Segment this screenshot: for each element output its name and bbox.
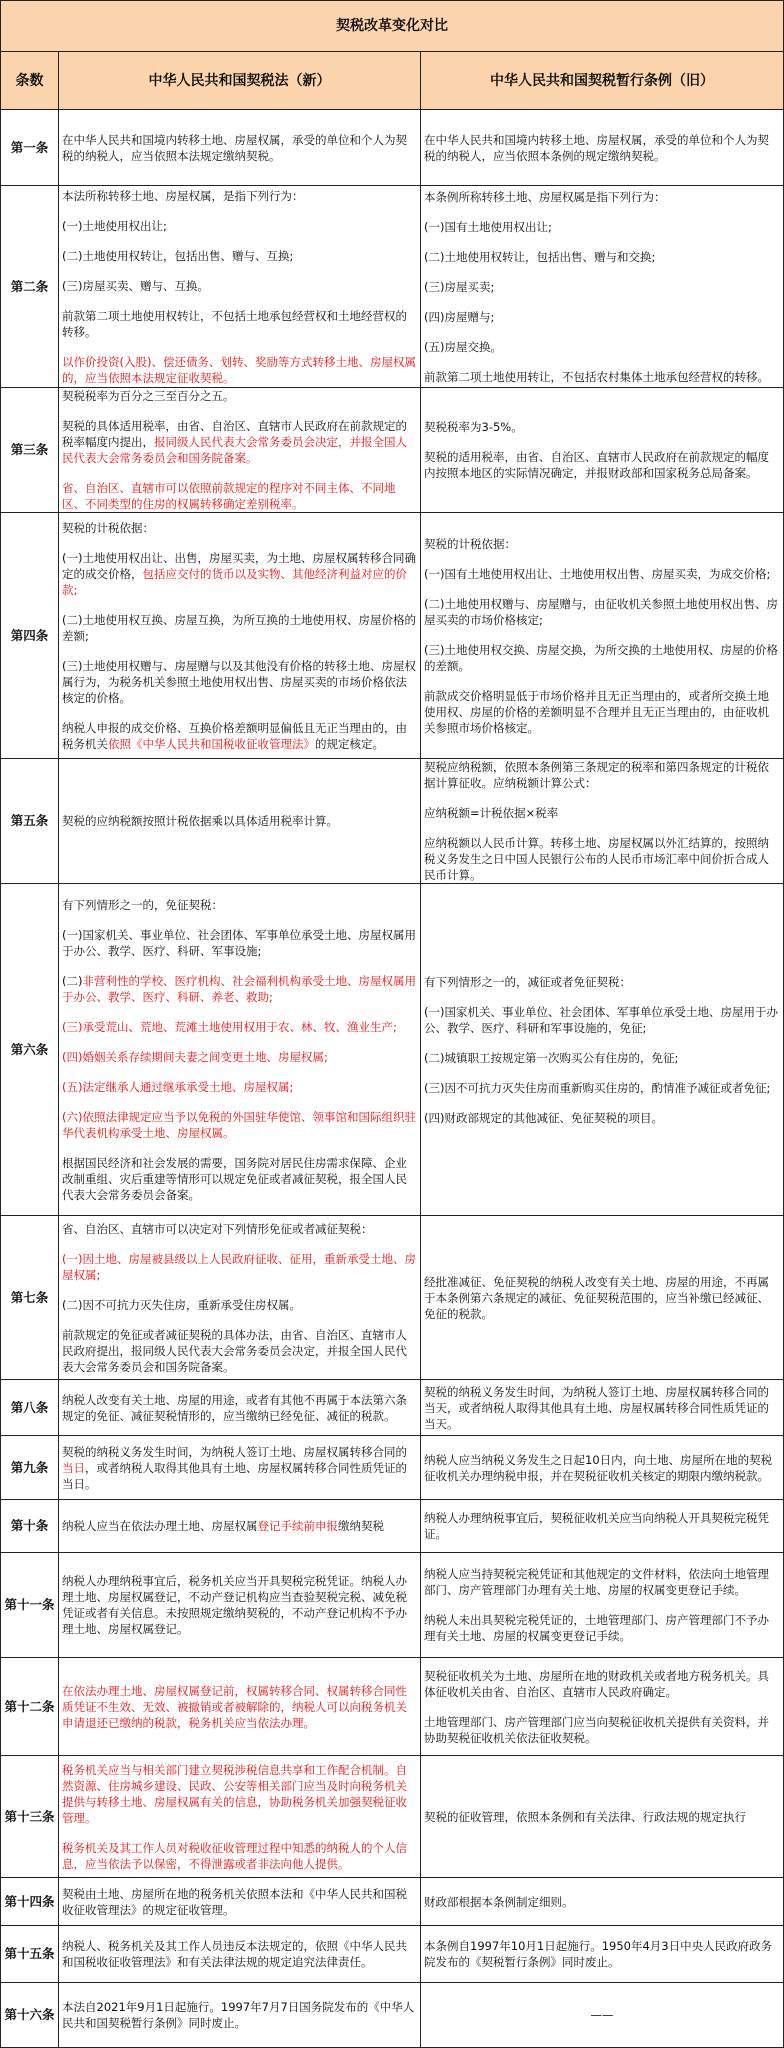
paragraph	[424, 419, 780, 435]
text: (一)国有土地使用权出让、土地使用权出售、房屋买卖，为成交价格;	[424, 566, 771, 581]
paragraph	[62, 1999, 417, 2031]
paragraph	[62, 1155, 417, 1203]
text: 契税由土地、房屋所在地的税务机关依照本法和《中华人民共和国税收征收管理法》的规定征收管理。	[62, 1886, 407, 1917]
text: 纳税人改变有关土地、房屋的用途，或者有其他不再属于本法第六条规定的免征、减征契税情形的，应当缴纳已经免征、减征的税款。	[62, 1392, 407, 1423]
text: (二)土地使用权互换、房屋互换，为所互换的土地使用权、房屋价格的差额;	[62, 612, 416, 643]
paragraph	[424, 1714, 780, 1746]
paragraph	[62, 550, 417, 598]
new-law-cell	[59, 1380, 421, 1436]
changed-text: 包括应交付的货币以及实物、其他经济利益对应的价款;	[62, 566, 407, 597]
paragraph	[424, 132, 780, 164]
paragraph	[62, 927, 417, 959]
header-row	[1, 52, 784, 110]
text: 前款成交价格明显低于市场价格并且无正当理由的，或者所交换土地使用权、房屋的价格的差额明显不合理并且无正当理由的，由征收机关参照市场价格核定。	[424, 688, 769, 735]
new-law-cell	[59, 1500, 421, 1553]
table-title: 契税改革变化对比	[1, 1, 784, 52]
paragraph	[62, 480, 417, 512]
article-number: 第十六条	[1, 1983, 59, 2048]
paragraph	[424, 1938, 780, 1970]
text: (五)房屋交换。	[424, 339, 502, 354]
paragraph	[62, 1327, 417, 1375]
table-row	[1, 1658, 784, 1756]
text: 纳税人应当在依法办理土地、房屋权属	[62, 1519, 258, 1533]
paragraph	[424, 339, 780, 355]
new-law-cell	[59, 186, 421, 388]
paragraph	[424, 1452, 780, 1484]
changed-text: 在依法办理土地、房屋权属登记前，权属转移合同、权属转移合同性质凭证不生效、无效、被撤销或者被解除的，纳税人可以向税务机关申请退还已缴纳的税款，税务机关应当依法办理。	[62, 1683, 407, 1730]
article-number: 第六条	[1, 884, 59, 1216]
changed-text: 依照《中华人民共和国税收征收管理法》	[108, 736, 315, 751]
article-number: 第十三条	[1, 1756, 59, 1878]
paragraph	[62, 132, 417, 164]
text: ，或者纳税人取得其他具有土地、房屋权属转移合同性质凭证的当日。	[62, 1460, 407, 1491]
paragraph	[62, 1762, 417, 1826]
paragraph	[62, 813, 417, 829]
text: (三)土地使用权赠与、房屋赠与以及其他没有价格的转移土地、房屋权属行为，为税务机关参照土地使用权出售、房屋买卖的市场价格依法核定的价格。	[62, 658, 416, 705]
text: (一)土地使用权出让、出售，房屋买卖，为土地、房屋权属转移合同确定的成交价格，	[62, 550, 416, 581]
new-law-cell	[59, 513, 421, 759]
text: 纳税人办理纳税事宜后，税务机关应当开具契税完税凭证。纳税人办理土地、房屋权属登记，不动产登记机构应当查验契税完税、减免税凭证或者有关信息。未按照规定缴纳契税的，不动产登记机构不予办理土地、房屋权属登记。	[62, 1574, 407, 1636]
text: 本条例自1997年10月1日起施行。1950年4月3日中央人民政府政务院发布的《契税暂行条例》同时废止。	[424, 1939, 773, 1969]
text: 财政部根据本条例制定细则。	[424, 1894, 574, 1909]
text: (一)土地使用权出让;	[62, 218, 167, 233]
changed-text: 税务机关及其工作人员对税收征收管理过程中知悉的纳税人的个人信息，应当依法予以保密，不得泄露或者非法向他人提供。	[62, 1840, 407, 1871]
text: (三)房屋买卖;	[424, 279, 495, 294]
text: (一)国家机关、事业单位、社会团体、军事单位承受土地、房屋权属用于办公、教学、医疗、科研、军事设施;	[62, 927, 416, 958]
paragraph	[424, 1510, 780, 1542]
paragraph	[424, 279, 780, 295]
paragraph	[424, 1004, 780, 1036]
table-row	[1, 1553, 784, 1658]
article-number: 第八条	[1, 1380, 59, 1436]
paragraph	[424, 1080, 780, 1096]
paragraph	[62, 720, 417, 752]
paragraph	[424, 1668, 780, 1700]
changed-text: (一)因土地、房屋被县级以上人民政府征收、征用，重新承受土地、房屋权属;	[62, 1251, 416, 1282]
changed-text: (六)依照法律规定应当予以免税的外国驻华使馆、领事馆和国际组织驻华代表机构承受土地、房屋权属。	[62, 1109, 416, 1140]
old-regulation-cell	[421, 1500, 784, 1553]
old-regulation-cell	[421, 110, 784, 186]
old-regulation-cell	[421, 1658, 784, 1756]
changed-text: 报同级人民代表大会常务委员会决定，并报全国人民代表大会常务委员会和国务院备案。	[62, 435, 407, 465]
article-number: 第十条	[1, 1500, 59, 1553]
paragraph	[424, 1384, 780, 1432]
header-new-law: 中华人民共和国契税法（新）	[59, 52, 421, 110]
paragraph	[62, 520, 417, 536]
old-regulation-cell	[421, 1216, 784, 1380]
old-regulation-cell	[421, 884, 784, 1216]
paragraph	[62, 388, 417, 404]
paragraph	[424, 309, 780, 325]
text: 省、自治区、直辖市可以决定对下列情形免征或者减征契税：	[62, 1221, 373, 1236]
paragraph	[62, 1683, 417, 1731]
article-number: 第五条	[1, 759, 59, 884]
text: 有下列情形之一的，减征或者免征契税：	[424, 974, 631, 989]
text: 契税的应纳税额按照计税依据乘以具体适用税率计算。	[62, 814, 338, 828]
paragraph	[62, 612, 417, 644]
paragraph	[62, 1079, 417, 1095]
new-law-cell	[59, 1658, 421, 1756]
table-row	[1, 513, 784, 759]
text: 在中华人民共和国境内转移土地、房屋权属，承受的单位和个人为契税的纳税人，应当依照本法规定缴纳契税。	[62, 132, 407, 163]
article-number: 第十四条	[1, 1878, 59, 1926]
text: 土地管理部门、房产管理部门应当向契税征收机关提供有关资料，并协助契税征收机关依法征收契税。	[424, 1714, 769, 1745]
old-regulation-cell	[421, 513, 784, 759]
text: 契税税率为百分之三至百分之五。	[62, 389, 235, 403]
old-regulation-cell	[421, 1878, 784, 1926]
changed-text: (三)承受荒山、荒地、荒滩土地使用权用于农、林、牧、渔业生产;	[62, 1019, 397, 1034]
paragraph	[424, 449, 780, 481]
text: 根据国民经济和社会发展的需要，国务院对居民住房需求保障、企业改制重组、灾后重建等情形可以规定免征或者减征契税，报全国人民代表大会常务委员会备案。	[62, 1155, 407, 1202]
paragraph	[424, 1809, 780, 1825]
paragraph	[424, 974, 780, 990]
paragraph	[62, 897, 417, 913]
article-number: 第十五条	[1, 1926, 59, 1983]
text: 本法所称转移土地、房屋权属，是指下列行为：	[62, 188, 304, 203]
table-row	[1, 1926, 784, 1983]
text: (三)土地使用权交换、房屋交换，为所交换的土地使用权、房屋的价格的差额。	[424, 642, 778, 673]
table-row	[1, 884, 784, 1216]
text: 契税应纳税额，依照本条例第三条规定的税率和第四条规定的计税依据计算征收。应纳税额计算公式：	[424, 760, 769, 790]
text: (四)房屋赠与;	[424, 309, 495, 324]
new-law-cell	[59, 884, 421, 1216]
text: 契税的计税依据：	[62, 520, 154, 535]
text: 在中华人民共和国境内转移土地、房屋权属，承受的单位和个人为契税的纳税人，应当依照本条例的规定缴纳契税。	[424, 132, 769, 163]
paragraph	[424, 805, 780, 821]
paragraph	[62, 188, 417, 204]
new-law-cell	[59, 110, 421, 186]
new-law-cell	[59, 1216, 421, 1380]
new-law-cell	[59, 1436, 421, 1500]
paragraph	[424, 189, 780, 205]
text: (一)国家机关、事业单位、社会团体、军事单位承受土地、房屋用于办公、教学、医疗、科研和军事设施的，免征;	[424, 1004, 778, 1035]
old-regulation-cell	[421, 1553, 784, 1658]
text: (二)	[62, 973, 83, 988]
paragraph	[424, 536, 780, 552]
text: 契税的具体适用税率，由省、自治区、直辖市人民政府在前款规定的税率幅度内提出，	[62, 419, 407, 449]
table-row	[1, 110, 784, 186]
paragraph	[424, 1894, 780, 1910]
text: (一)国有土地使用权出让;	[424, 219, 552, 234]
text: (三)房屋买卖、赠与、互换。	[62, 278, 209, 293]
paragraph	[424, 249, 780, 265]
old-regulation-cell	[421, 1380, 784, 1436]
text: (二)土地使用权赠与、房屋赠与，由征收机关参照土地使用权出售、房屋买卖的市场价格核定;	[424, 596, 778, 627]
paragraph	[62, 1049, 417, 1065]
paragraph	[424, 219, 780, 235]
header-old-regulation: 中华人民共和国契税暂行条例（旧）	[421, 52, 784, 110]
paragraph	[424, 1050, 780, 1066]
old-regulation-cell	[421, 186, 784, 388]
paragraph	[62, 1518, 417, 1534]
text: 纳税人办理纳税事宜后，契税征收机关应当向纳税人开具契税完税凭证。	[424, 1511, 769, 1541]
article-number: 第四条	[1, 513, 59, 759]
text: 纳税人应当持契税完税凭证和其他规定的文件材料，依法向土地管理部门、房产管理部门办理有关土地、房屋的权属变更登记手续。	[424, 1567, 769, 1597]
paragraph	[424, 1274, 780, 1322]
article-number: 第十二条	[1, 1658, 59, 1756]
paragraph	[62, 1840, 417, 1872]
paragraph	[62, 973, 417, 1005]
header-article: 条数	[1, 52, 59, 110]
text: 经批准减征、免征契税的纳税人改变有关土地、房屋的用途，不再属于本条例第六条规定的减征、免征契税范围的，应当补缴已经减征、免征的税款。	[424, 1274, 769, 1321]
paragraph	[62, 1221, 417, 1237]
text: (二)城镇职工按规定第一次购买公有住房的，免征;	[424, 1050, 679, 1065]
new-law-cell	[59, 1756, 421, 1878]
article-number: 第九条	[1, 1436, 59, 1500]
table-row	[1, 1878, 784, 1926]
changed-text: 以作价投资(入股)、偿还债务、划转、奖励等方式转移土地、房屋权属的，应当依照本法规定征收契税。	[62, 354, 416, 385]
paragraph	[424, 759, 780, 791]
changed-text: 省、自治区、直辖市可以依照前款规定的程序对不同主体、不同地区、不同类型的住房的权属转移确定差别税率。	[62, 481, 396, 511]
text: 契税的征收管理，依照本条例和有关法律、行政法规的规定执行	[424, 1809, 746, 1824]
changed-text: 非营利性的学校、医疗机构、社会福利机构承受土地、房屋权属用于办公、教学、医疗、科研、养老、救助;	[62, 973, 416, 1004]
paragraph	[424, 835, 780, 883]
text: 应纳税额以人民币计算。转移土地、房屋权属以外汇结算的，按照纳税义务发生之日中国人民银行公布的人民币市场汇率中间价折合成人民币计算。	[424, 836, 769, 882]
text: 契税税率为3-5%。	[424, 420, 523, 434]
paragraph	[62, 1392, 417, 1424]
table-row	[1, 1756, 784, 1878]
paragraph	[424, 1612, 780, 1644]
text: 契税征收机关为土地、房屋所在地的财政机关或者地方税务机关。具体征收机关由省、自治区、直辖市人民政府确定。	[424, 1668, 769, 1699]
paragraph	[424, 2007, 780, 2023]
table-row	[1, 1436, 784, 1500]
paragraph	[424, 1110, 780, 1126]
text: 有下列情形之一的，免征契税：	[62, 897, 223, 912]
text: 契税的纳税义务发生时间，为纳税人签订土地、房屋权属转移合同的当天，或者纳税人取得其他具有土地、房屋权属转移合同性质凭证的当天。	[424, 1384, 769, 1431]
text: 契税的纳税义务发生时间，为纳税人签订土地、房屋权属转移合同的	[62, 1444, 407, 1459]
old-regulation-cell	[421, 759, 784, 884]
new-law-cell	[59, 388, 421, 513]
old-regulation-cell	[421, 1983, 784, 2048]
old-regulation-cell	[421, 388, 784, 513]
new-law-cell	[59, 1983, 421, 2048]
old-regulation-cell	[421, 1926, 784, 1983]
paragraph	[62, 218, 417, 234]
text: (二)土地使用权转让，包括出售、赠与和交换;	[424, 249, 656, 264]
text: 的规定核定。	[315, 736, 384, 751]
changed-text: 当日	[62, 1460, 85, 1475]
paragraph	[62, 1573, 417, 1637]
paragraph	[62, 658, 417, 706]
text: 缴纳契税	[338, 1519, 384, 1533]
paragraph	[62, 1251, 417, 1283]
article-number: 第一条	[1, 110, 59, 186]
text: 纳税人申报的成交价格、互换价格差额明显偏低且无正当理由的，由税务机关	[62, 720, 407, 751]
paragraph	[62, 354, 417, 386]
changed-text: 税务机关应当与相关部门建立契税涉税信息共享和工作配合机制。自然资源、住房城乡建设、民政、公安等相关部门应当及时向税务机关提供与转移土地、房屋权属有关的信息，协助税务机关加强契税征收管理。	[62, 1762, 407, 1825]
article-number: 第三条	[1, 388, 59, 513]
text: 纳税人应当纳税义务发生之日起10日内，向土地、房屋所在地的契税征收机关办理纳税申报，并在契税征收机关核定的期限内缴纳税款。	[424, 1452, 773, 1483]
new-law-cell	[59, 759, 421, 884]
text: ——	[590, 2008, 614, 2022]
table-row	[1, 186, 784, 388]
article-number: 第二条	[1, 186, 59, 388]
text: 契税的适用税率，由省、自治区、直辖市人民政府在前款规定的幅度内按照本地区的实际情况确定，并报财政部和国家税务总局备案。	[424, 450, 769, 480]
changed-text: 登记手续前申报	[257, 1519, 338, 1533]
paragraph	[424, 642, 780, 674]
old-regulation-cell	[421, 1436, 784, 1500]
new-law-cell	[59, 1878, 421, 1926]
paragraph	[424, 688, 780, 736]
text: 契税的计税依据：	[424, 536, 516, 551]
paragraph	[62, 278, 417, 294]
changed-text: (五)法定继承人通过继承承受土地、房屋权属;	[62, 1079, 294, 1094]
article-number: 第七条	[1, 1216, 59, 1380]
paragraph	[62, 1297, 417, 1313]
table-row	[1, 1983, 784, 2048]
text: 前款规定的免征或者减征契税的具体办法，由省、自治区、直辖市人民政府提出，报同级人民代表大会常务委员会决定，并报全国人民代表大会常务委员会和国务院备案。	[62, 1327, 407, 1374]
text: (二)因不可抗力灭失住房，重新承受住房权属。	[62, 1297, 301, 1312]
paragraph	[62, 1444, 417, 1492]
article-number: 第十一条	[1, 1553, 59, 1658]
table-row	[1, 1216, 784, 1380]
paragraph	[62, 418, 417, 466]
text: (四)财政部规定的其他减征、免征契税的项目。	[424, 1110, 663, 1125]
text: (三)因不可抗力灭失住房而重新购买住房的，酌情准予减征或者免征;	[424, 1080, 771, 1095]
paragraph	[62, 1109, 417, 1141]
table-row	[1, 1380, 784, 1436]
paragraph	[424, 369, 780, 385]
text: (二)土地使用权转让，包括出售、赠与、互换;	[62, 248, 294, 263]
text: 本法自2021年9月1日起施行。1997年7月7日国务院发布的《中华人民共和国契税暂行条例》同时废止。	[62, 2000, 415, 2030]
paragraph	[62, 308, 417, 340]
new-law-cell	[59, 1926, 421, 1983]
paragraph	[62, 1019, 417, 1035]
table-row	[1, 759, 784, 884]
new-law-cell	[59, 1553, 421, 1658]
old-regulation-cell	[421, 1756, 784, 1878]
paragraph	[62, 1886, 417, 1918]
paragraph	[62, 1938, 417, 1970]
text: 前款第二项土地使用权转让，不包括土地承包经营权和土地经营权的转移。	[62, 308, 407, 339]
paragraph	[62, 248, 417, 264]
text: 本条例所称转移土地、房屋权属是指下列行为：	[424, 189, 666, 204]
text: 纳税人未出具契税完税凭证的，土地管理部门、房产管理部门不予办理有关土地、房屋的权属变更登记手续。	[424, 1613, 769, 1643]
paragraph	[424, 566, 780, 582]
table-row	[1, 1500, 784, 1553]
table-row	[1, 388, 784, 513]
text: 纳税人、税务机关及其工作人员违反本法规定的，依照《中华人民共和国税收征收管理法》和有关法律法规的规定追究法律责任。	[62, 1939, 407, 1969]
changed-text: (四)婚姻关系存续期间夫妻之间变更土地、房屋权属;	[62, 1049, 328, 1064]
paragraph	[424, 596, 780, 628]
text: 应纳税额=计税依据×税率	[424, 806, 559, 820]
paragraph	[424, 1566, 780, 1598]
text: 前款第二项土地使用转让，不包括农村集体土地承包经营权的转移。	[424, 369, 769, 384]
